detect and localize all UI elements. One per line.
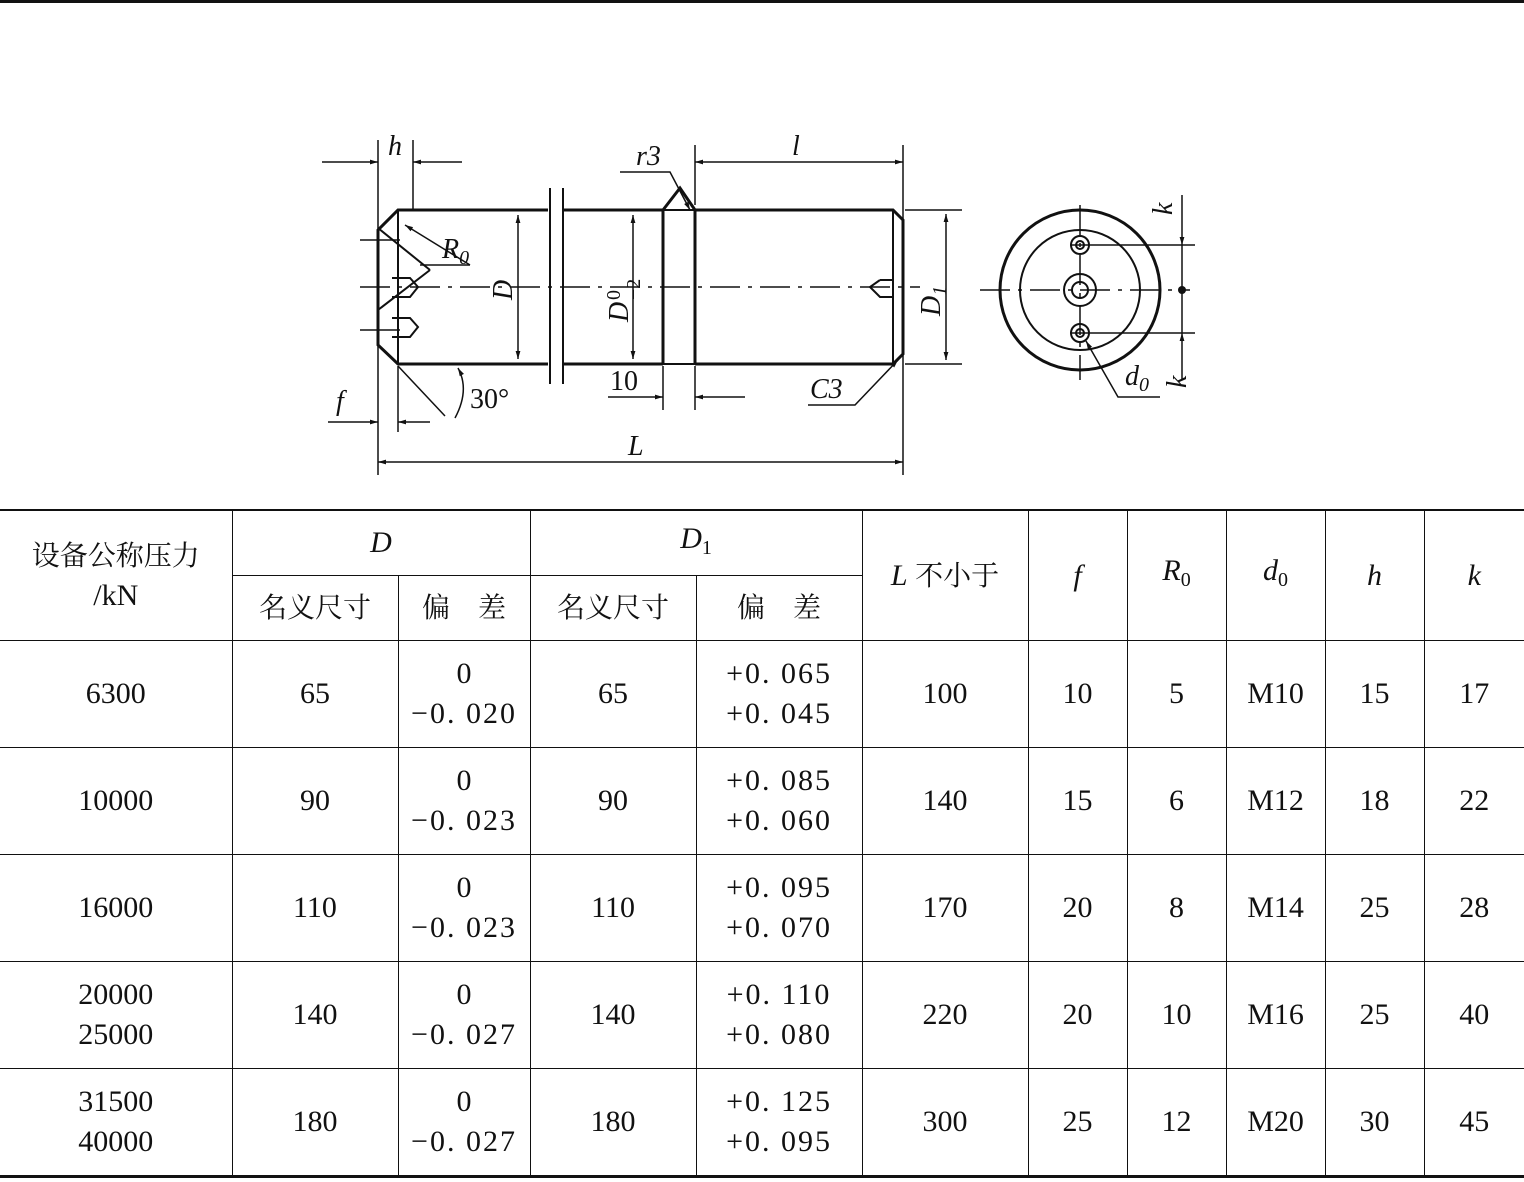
table-row [0,855,1524,962]
cell-press: 10000 [0,748,232,855]
cell-D1: 65 [530,641,696,748]
end-view [980,195,1195,397]
cell-R0: 10 [1127,962,1226,1069]
label-k-top: k [1148,202,1179,215]
label-f: f [336,386,344,417]
label-k-bottom: k [1162,375,1193,388]
cell-k: 45 [1424,1069,1524,1177]
cell-D-tol: 0 −0. 023 [398,855,530,962]
label-R0: $R_0$ [442,234,470,269]
cell-f: 25 [1028,1069,1127,1177]
header-d0: $d_0$ [1226,510,1325,641]
label-r3: r3 [636,141,661,172]
header-k: k [1424,510,1524,641]
cell-D1-tol: +0. 125 +0. 095 [696,1069,862,1177]
cell-D1: 180 [530,1069,696,1177]
header-D1-nominal: 名义尺寸 [530,576,696,641]
table-row [0,748,1524,855]
label-D-tol [603,279,645,323]
label-D: D [488,279,519,300]
header-press [0,510,232,641]
cell-d0: M10 [1226,641,1325,748]
cell-press: 16000 [0,855,232,962]
cell-press: 31500 40000 [0,1069,232,1177]
label-d0: $d_0$ [1125,361,1149,396]
cell-h: 30 [1325,1069,1424,1177]
cell-h: 25 [1325,962,1424,1069]
header-D1: $D_1$ [530,510,862,576]
cell-L: 100 [862,641,1028,748]
header-press-line2: /kN [93,578,139,612]
header-f: f [1028,510,1127,641]
cell-R0: 6 [1127,748,1226,855]
label-l: l [792,131,800,162]
label-10: 10 [610,366,638,397]
label-angle: 30° [470,384,510,415]
cell-L: 220 [862,962,1028,1069]
label-h: h [388,131,402,162]
cell-D1-tol: +0. 095 +0. 070 [696,855,862,962]
header-L: L 不小于 [862,510,1028,641]
header-row-1 [0,510,1524,576]
cell-D: 110 [232,855,398,962]
cell-L: 140 [862,748,1028,855]
cell-press: 20000 25000 [0,962,232,1069]
cell-D1-tol: +0. 110 +0. 080 [696,962,862,1069]
cell-d0: M16 [1226,962,1325,1069]
cell-D-tol: 0 −0. 023 [398,748,530,855]
cell-L: 300 [862,1069,1028,1177]
table-row [0,1069,1524,1177]
cell-L: 170 [862,855,1028,962]
cell-D1-tol: +0. 085 +0. 060 [696,748,862,855]
cell-h: 25 [1325,855,1424,962]
svg-text:D: D [604,301,635,322]
header-D1-deviation: 偏 差 [696,576,862,641]
break-lines [550,188,563,384]
cell-D1: 140 [530,962,696,1069]
cell-D1: 90 [530,748,696,855]
spec-table [0,509,1524,1178]
cell-D: 65 [232,641,398,748]
cell-D1: 110 [530,855,696,962]
cell-D1-tol: +0. 065 +0. 045 [696,641,862,748]
cell-D: 90 [232,748,398,855]
cell-f: 20 [1028,962,1127,1069]
label-L: L [628,431,644,462]
dimension-lines [322,140,962,475]
label-C3: C3 [810,374,843,405]
header-D-deviation: 偏 差 [398,576,530,641]
cell-D: 180 [232,1069,398,1177]
cell-k: 40 [1424,962,1524,1069]
cell-d0: M14 [1226,855,1325,962]
cell-f: 15 [1028,748,1127,855]
cell-D-tol: 0 −0. 020 [398,641,530,748]
cell-f: 10 [1028,641,1127,748]
header-R0: $R_0$ [1127,510,1226,641]
label-D1: $D_1$ [916,285,951,316]
cell-R0: 8 [1127,855,1226,962]
cell-f: 20 [1028,855,1127,962]
cell-press: 6300 [0,641,232,748]
svg-text:−2: −2 [623,278,645,300]
cell-d0: M20 [1226,1069,1325,1177]
table-row [0,641,1524,748]
header-press-line1: 设备公称压力 [31,538,200,572]
header-D: D [232,510,530,576]
header-h: h [1325,510,1424,641]
cell-k: 22 [1424,748,1524,855]
cell-k: 28 [1424,855,1524,962]
header-D-nominal: 名义尺寸 [232,576,398,641]
cell-R0: 12 [1127,1069,1226,1177]
table-row [0,962,1524,1069]
cell-h: 15 [1325,641,1424,748]
svg-text:0: 0 [603,290,625,300]
cell-k: 17 [1424,641,1524,748]
technical-drawing [0,0,1524,500]
cell-d0: M12 [1226,748,1325,855]
pin-body-right [563,188,903,364]
cell-D-tol: 0 −0. 027 [398,962,530,1069]
cell-h: 18 [1325,748,1424,855]
cell-D: 140 [232,962,398,1069]
cell-R0: 5 [1127,641,1226,748]
cell-D-tol: 0 −0. 027 [398,1069,530,1177]
